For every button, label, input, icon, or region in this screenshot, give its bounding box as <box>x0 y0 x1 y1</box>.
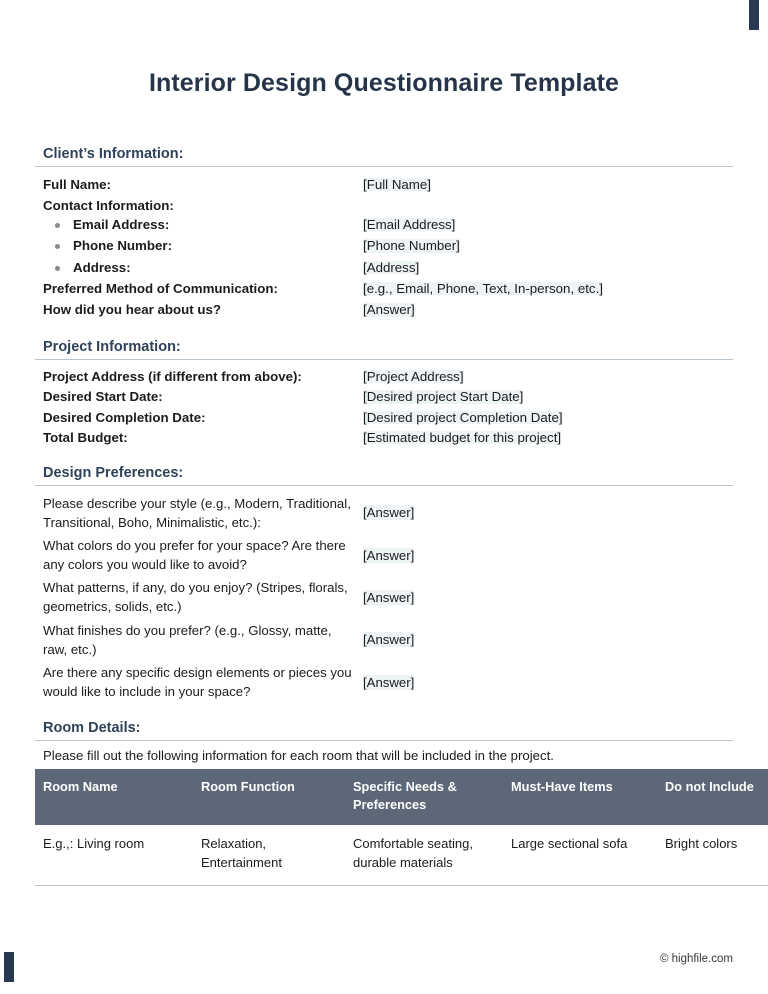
question-row <box>35 534 733 576</box>
field-row <box>35 427 733 447</box>
table-cell[interactable]: Relaxation, Entertainment <box>193 825 345 885</box>
table-column-header: Do not Include <box>657 769 768 825</box>
table-cell[interactable]: Large sectional sofa <box>503 825 657 885</box>
section-heading-design-preferences: Design Preferences: <box>35 465 733 486</box>
question-answer-field[interactable]: [Answer] <box>363 505 415 521</box>
field-label: Project Address (if different from above): <box>43 369 302 385</box>
table-column-header: Room Name <box>35 769 193 825</box>
field-value[interactable]: [Desired project Start Date] <box>363 389 524 405</box>
table-column-header: Room Function <box>193 769 345 825</box>
field-row <box>35 299 733 320</box>
section-heading-room-details: Room Details: <box>35 720 733 741</box>
table-row <box>35 825 768 885</box>
field-value[interactable]: [Email Address] <box>363 217 456 233</box>
client-information-fields <box>35 167 733 321</box>
table-header-row <box>35 769 768 825</box>
field-label: Desired Start Date: <box>43 389 163 405</box>
field-value[interactable]: [Project Address] <box>363 369 464 385</box>
question-text: What colors do you prefer for your space? Are there any colors you would like to avoid? <box>43 538 346 573</box>
field-label: Preferred Method of Communication: <box>43 280 278 296</box>
field-row <box>35 278 733 299</box>
question-text: Are there any specific design elements or pieces you would like to include in your space? <box>43 664 352 700</box>
field-value[interactable]: [Answer] <box>363 302 415 318</box>
field-value[interactable]: [Phone Number] <box>363 238 460 254</box>
question-answer-field[interactable]: [Answer] <box>363 674 415 690</box>
field-label: Desired Completion Date: <box>43 409 206 425</box>
field-value[interactable]: [Estimated budget for this project] <box>363 429 562 445</box>
room-details-intro: Please fill out the following information for each room that will be included in the project. <box>43 748 554 764</box>
field-value[interactable]: [Full Name] <box>363 176 431 192</box>
table-cell[interactable]: E.g.,: Living room <box>35 825 193 885</box>
footer-copyright: © highfile.com <box>659 953 733 965</box>
field-label: Email Address: <box>43 218 363 231</box>
field-label: Phone Number: <box>43 239 363 252</box>
question-text: Please describe your style (e.g., Modern, Traditional, Transitional, Boho, Minimalistic, etc.): <box>43 495 351 530</box>
field-row <box>35 407 733 427</box>
field-label: Total Budget: <box>43 429 128 445</box>
question-answer-field[interactable]: [Answer] <box>363 589 415 605</box>
field-row <box>35 214 733 235</box>
bullet-icon <box>55 266 60 271</box>
question-answer-field[interactable]: [Answer] <box>363 632 415 648</box>
field-row <box>35 174 733 195</box>
question-text: What patterns, if any, do you enjoy? (Stripes, florals, geometrics, solids, etc.) <box>43 580 348 615</box>
section-heading-client-information: Client’s Information: <box>35 146 733 167</box>
field-label: Full Name: <box>43 176 111 192</box>
field-row <box>35 387 733 407</box>
bullet-icon <box>55 223 60 228</box>
field-label: Address: <box>43 261 363 274</box>
field-row <box>35 195 733 214</box>
question-row <box>35 619 733 661</box>
field-value[interactable]: [e.g., Email, Phone, Text, In-person, etc.] <box>363 280 603 296</box>
table-column-header: Specific Needs & Preferences <box>345 769 503 825</box>
project-information-fields <box>35 360 733 448</box>
design-preferences-questions <box>35 486 733 703</box>
table-cell[interactable]: Comfortable seating, durable materials <box>345 825 503 885</box>
field-value[interactable]: [Address] <box>363 259 420 275</box>
question-row <box>35 661 733 703</box>
field-value[interactable]: [Desired project Completion Date] <box>363 409 563 425</box>
question-row <box>35 576 733 618</box>
question-answer-field[interactable]: [Answer] <box>363 547 415 563</box>
question-text: What finishes do you prefer? (e.g., Glossy, matte, raw, etc.) <box>43 622 332 657</box>
room-details-table <box>35 769 768 886</box>
bullet-icon <box>55 244 60 249</box>
question-row <box>35 492 733 534</box>
field-row <box>35 235 733 256</box>
field-row <box>35 367 733 387</box>
table-column-header: Must-Have Items <box>503 769 657 825</box>
field-label: How did you hear about us? <box>43 302 222 318</box>
field-row <box>35 257 733 278</box>
field-label: Contact Information: <box>43 197 174 213</box>
table-cell[interactable]: Bright colors <box>657 825 768 885</box>
section-heading-project-information: Project Information: <box>35 339 733 360</box>
page-title: Interior Design Questionnaire Template <box>148 69 620 97</box>
